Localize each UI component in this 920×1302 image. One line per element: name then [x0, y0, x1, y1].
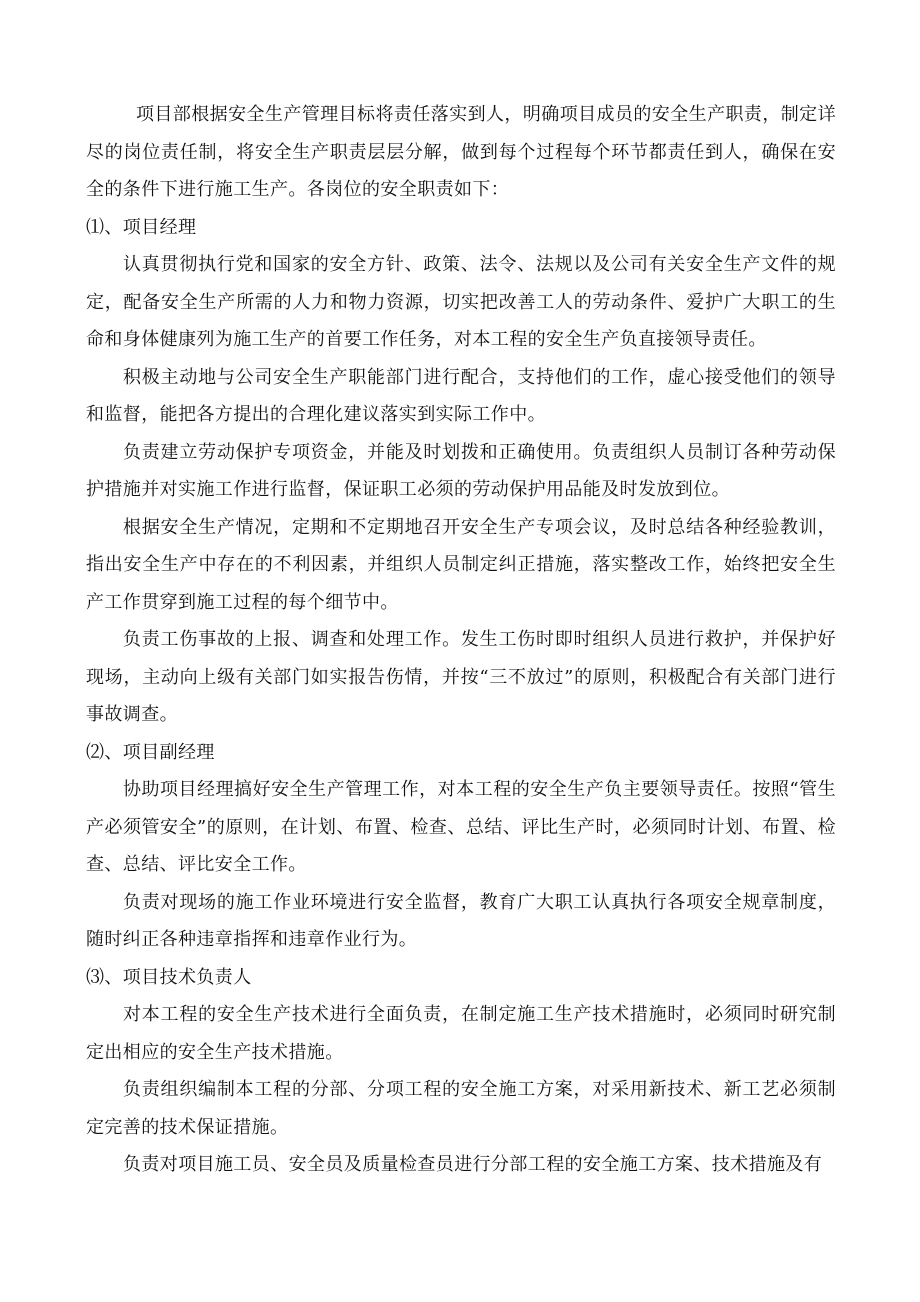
- paragraph: 认真贯彻执行党和国家的安全方针、政策、法令、法规以及公司有关安全生产文件的规定，配备安全生产所需的人力和物力资源，切实把改善工人的劳动条件、爱护广大职工的生命和身体健康列为施工生产的首要工作任务，对本工程的安全生产负直接领导责任。: [86, 254, 836, 350]
- section-heading-deputy-manager: ⑵、项目副经理: [86, 741, 215, 763]
- section-heading-project-manager: ⑴、项目经理: [86, 216, 197, 238]
- paragraph: 协助项目经理搞好安全生产管理工作，对本工程的安全生产负主要领导责任。按照“管生产必须管安全”的原则，在计划、布置、检查、总结、评比生产时，必须同时计划、布置、检查、总结、评比安全工作。: [86, 779, 836, 875]
- paragraph: 积极主动地与公司安全生产职能部门进行配合，支持他们的工作，虚心接受他们的领导和监督，能把各方提出的合理化建议落实到实际工作中。: [86, 366, 836, 425]
- intro-paragraph: 项目部根据安全生产管理目标将责任落实到人，明确项目成员的安全生产职责，制定详尽的岗位责任制，将安全生产职责层层分解，做到每个过程每个环节都责任到人，确保在安全的条件下进行施工生产。各岗位的安全职责如下：: [86, 104, 836, 200]
- document-body: [86, 96, 836, 1184]
- paragraph: 根据安全生产情况，定期和不定期地召开安全生产专项会议，及时总结各种经验教训，指出安全生产中存在的不利因素，并组织人员制定纠正措施，落实整改工作，始终把安全生产工作贯穿到施工过程的每个细节中。: [86, 516, 836, 613]
- paragraph: 负责组织编制本工程的分部、分项工程的安全施工方案，对采用新技术、新工艺必须制定完善的技术保证措施。: [86, 1079, 836, 1138]
- section-heading-technical-lead: ⑶、项目技术负责人: [86, 966, 252, 988]
- paragraph: 对本工程的安全生产技术进行全面负责，在制定施工生产技术措施时，必须同时研究制定出相应的安全生产技术措施。: [86, 1004, 836, 1063]
- paragraph: 负责对项目施工员、安全员及质量检查员进行分部工程的安全施工方案、技术措施及有: [123, 1154, 823, 1175]
- paragraph: 负责建立劳动保护专项资金，并能及时划拨和正确使用。负责组织人员制订各种劳动保护措施并对实施工作进行监督，保证职工必须的劳动保护用品能及时发放到位。: [86, 441, 836, 500]
- paragraph: 负责工伤事故的上报、调查和处理工作。发生工伤时即时组织人员进行救护，并保护好现场，主动向上级有关部门如实报告伤情，并按“三不放过”的原则，积极配合有关部门进行事故调查。: [86, 629, 836, 725]
- paragraph: 负责对现场的施工作业环境进行安全监督，教育广大职工认真执行各项安全规章制度，随时纠正各种违章指挥和违章作业行为。: [86, 891, 836, 950]
